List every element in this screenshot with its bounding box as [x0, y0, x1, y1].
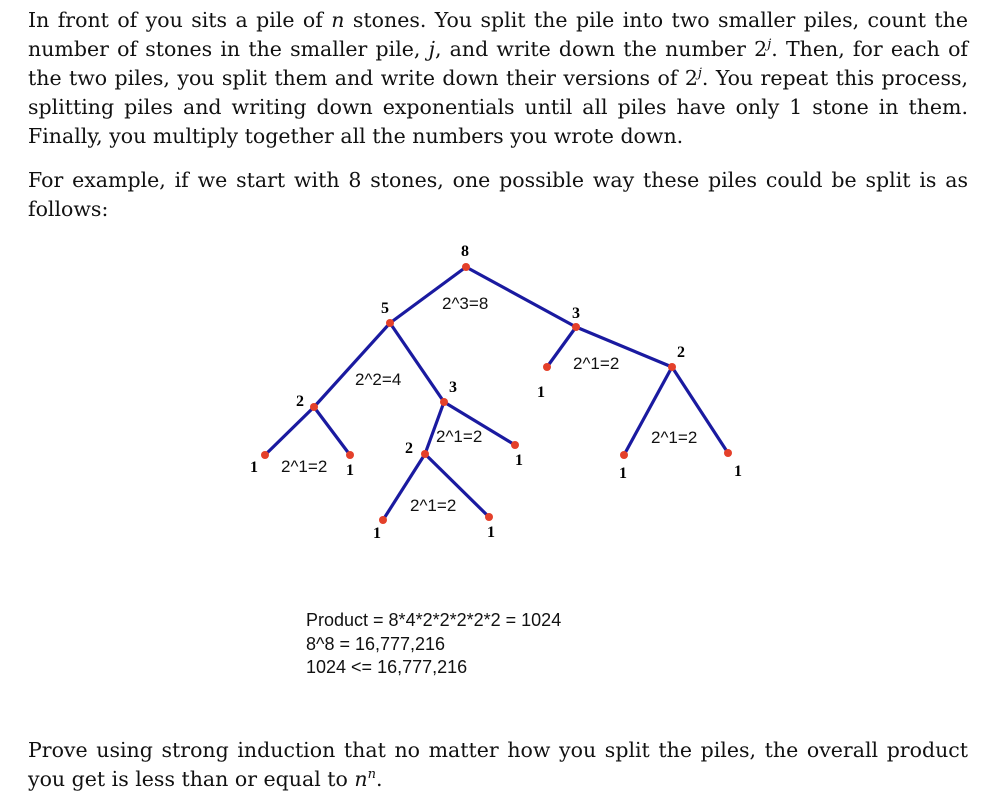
node-label-1a: 1 [250, 459, 258, 476]
node-label-1h: 1 [734, 463, 742, 480]
node-label-1g: 1 [619, 465, 627, 482]
node-label-1b: 1 [346, 462, 354, 479]
node-label-1e: 1 [487, 524, 495, 541]
tree-split-labels [281, 294, 697, 515]
split-label-2a: 2^1=2 [281, 457, 328, 476]
split-label-3a: 2^1=2 [436, 427, 483, 446]
node-label-3a: 3 [449, 379, 457, 396]
split-label-3b: 2^1=2 [573, 354, 620, 373]
node-1h [724, 449, 732, 457]
node-label-2c: 2 [677, 344, 685, 361]
summary-power: 8^8 = 16,777,216 [306, 634, 446, 654]
split-label-root: 2^3=8 [442, 294, 489, 313]
node-1f [543, 363, 551, 371]
product-summary [306, 610, 561, 677]
node-3a [440, 398, 448, 406]
node-label-1c: 1 [515, 452, 523, 469]
node-1e [485, 513, 493, 521]
node-1b [346, 451, 354, 459]
edge-3-1e [547, 327, 576, 367]
split-label-2b: 2^1=2 [410, 496, 457, 515]
node-label-2b: 2 [405, 440, 413, 457]
node-2c [668, 363, 676, 371]
summary-product: Product = 8*4*2*2*2*2*2 = 1024 [306, 610, 562, 630]
node-1a [261, 451, 269, 459]
node-label-3b: 3 [572, 305, 580, 322]
tree-edges [265, 267, 728, 520]
node-1g [620, 451, 628, 459]
node-label-2a: 2 [296, 393, 304, 410]
prove-paragraph: Prove using strong induction that no matter how you split the piles, the overall product you get is less than or equal to $n^n$. [28, 738, 968, 791]
problem-paragraph-intro: In front of you sits a pile of n stones. You split the pile into two smaller piles, count the number of stones in the smaller pile, j, and write down the number 2$^j$. Then, for each of the two piles, you split them and write down their versions of 2$^j$. You repeat this process, splitting piles and writing down exponentials until all piles have only 1 stone in them. Finally, you multiply together all the numbers you wrote down. [28, 8, 968, 148]
node-1c [511, 441, 519, 449]
node-root [462, 263, 470, 271]
node-label-1f: 1 [537, 384, 545, 401]
node-label-root: 8 [461, 243, 469, 260]
tree-node-labels [250, 243, 742, 542]
node-3b [572, 323, 580, 331]
node-label-5: 5 [381, 300, 389, 317]
node-2a [310, 403, 318, 411]
edge-5-2 [314, 323, 390, 407]
node-label-1d: 1 [373, 525, 381, 542]
example-intro-paragraph: For example, if we start with 8 stones, one possible way these piles could be split is as follows: [28, 168, 968, 221]
node-2b [421, 450, 429, 458]
edge-2-1b [314, 407, 350, 455]
split-label-5: 2^2=4 [355, 370, 402, 389]
node-1d [379, 516, 387, 524]
edge-5-3 [390, 323, 444, 402]
tree-nodes [261, 263, 732, 524]
split-label-2c: 2^1=2 [651, 428, 698, 447]
summary-compare: 1024 <= 16,777,216 [306, 657, 468, 677]
edge-2-1a [265, 407, 314, 455]
node-5 [386, 319, 394, 327]
